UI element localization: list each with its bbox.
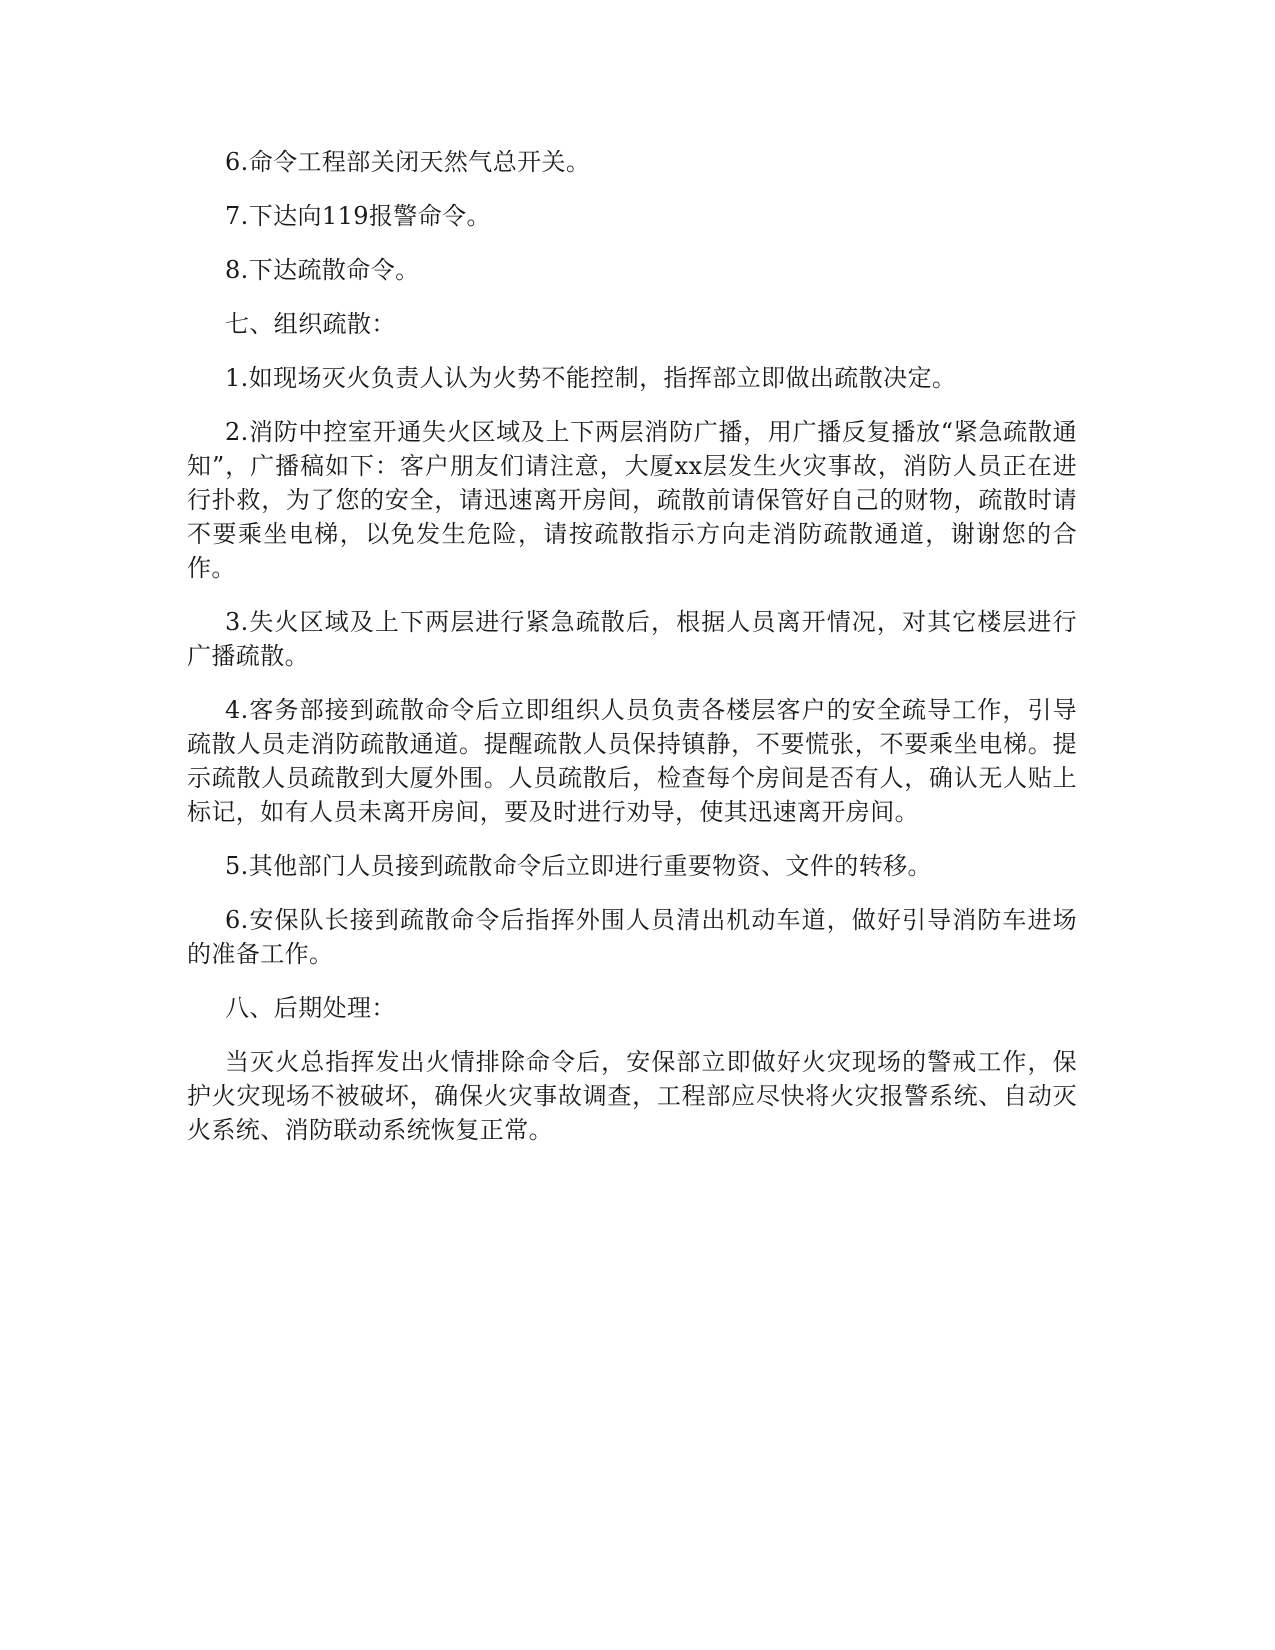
- section-heading-aftermath: 八、后期处理：: [225, 994, 396, 1022]
- paragraph-evacuation-6: 6.安保队长接到疏散命令后指挥外围人员清出机动车道，做好引导消防车进场的准备工作。: [187, 906, 1077, 968]
- paragraph-step-7-alarm-119: 7.下达向119报警命令。: [225, 202, 491, 230]
- paragraph-evacuation-2: 2.消防中控室开通失火区域及上下两层消防广播，用广播反复播放“紧急疏散通知”，广播稿如下：客户朋友们请注意，大厦xx层发生火灾事故，消防人员正在进行扑救，为了您的安全，请迅速离开房间，疏散前请保管好自己的财物，疏散时请不要乘坐电梯，以免发生危险，请按疏散指示方向走消防疏散通道，谢谢您的合作。: [187, 418, 1077, 582]
- document-body: [187, 145, 1077, 1167]
- paragraph-evacuation-5: 5.其他部门人员接到疏散命令后立即进行重要物资、文件的转移。: [225, 852, 932, 880]
- paragraph-evacuation-1: 1.如现场灭火负责人认为火势不能控制，指挥部立即做出疏散决定。: [225, 364, 957, 392]
- paragraph-evacuation-3: 3.失火区域及上下两层进行紧急疏散后，根据人员离开情况，对其它楼层进行广播疏散。: [187, 608, 1077, 670]
- paragraph-step-6-gas-shutoff: 6.命令工程部关闭天然气总开关。: [225, 148, 591, 176]
- section-heading-evacuation: 七、组织疏散：: [225, 310, 396, 338]
- paragraph-evacuation-4: 4.客务部接到疏散命令后立即组织人员负责各楼层客户的安全疏导工作，引导疏散人员走消防疏散通道。提醒疏散人员保持镇静，不要慌张，不要乘坐电梯。提示疏散人员疏散到大厦外围。人员疏散后，检查每个房间是否有人，确认无人贴上标记，如有人员未离开房间，要及时进行劝导，使其迅速离开房间。: [187, 696, 1077, 826]
- paragraph-step-8-evacuation-order: 8.下达疏散命令。: [225, 256, 420, 284]
- paragraph-aftermath: 当灭火总指挥发出火情排除命令后，安保部立即做好火灾现场的警戒工作，保护火灾现场不被破坏，确保火灾事故调查，工程部应尽快将火灾报警系统、自动灭火系统、消防联动系统恢复正常。: [187, 1048, 1077, 1144]
